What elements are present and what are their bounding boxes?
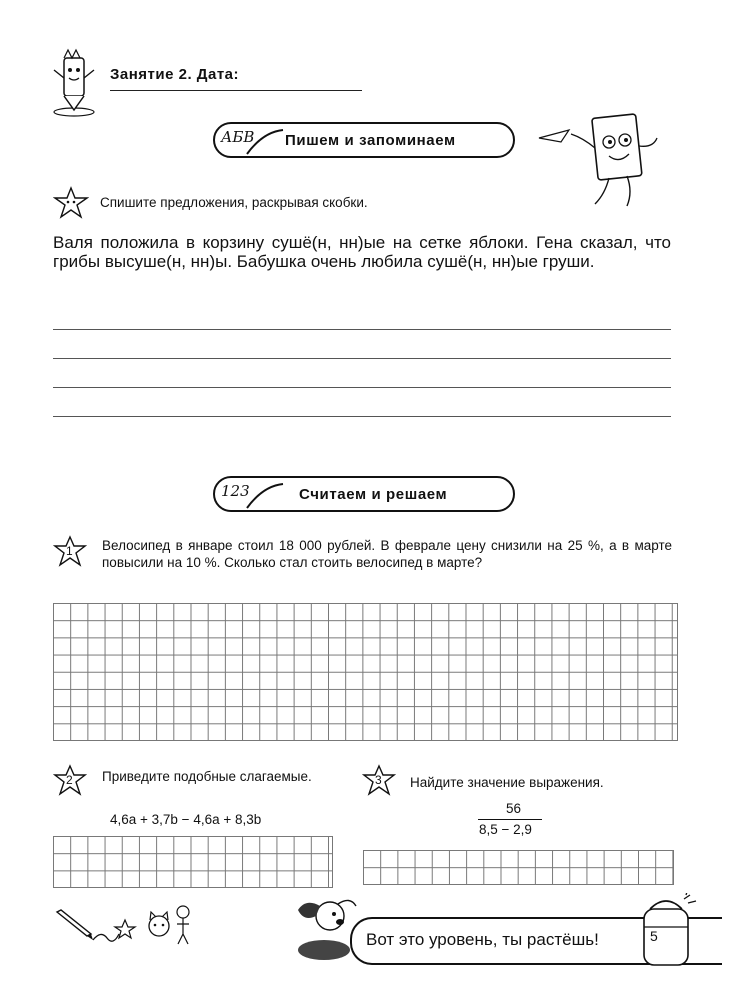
task2-expression: 4,6a + 3,7b − 4,6a + 8,3b: [110, 812, 262, 827]
task-number: 1: [66, 544, 73, 558]
date-line: [110, 90, 362, 91]
banner-letters: АБВ: [221, 128, 255, 146]
task-number: 3: [375, 773, 382, 787]
section-title: Считаем и решаем: [299, 486, 448, 503]
book-mascot-icon: [535, 108, 665, 213]
task-number: 2: [66, 773, 73, 787]
swoosh-icon: [245, 480, 285, 510]
answer-grid[interactable]: [363, 850, 674, 885]
section-banner-write: [213, 122, 515, 158]
writing-line: [53, 387, 671, 388]
page-number: 5: [650, 928, 658, 944]
section-title: Пишем и запоминаем: [285, 132, 456, 149]
pencil-mascot-icon: [50, 48, 98, 118]
answer-grid[interactable]: [53, 603, 678, 741]
task2-text: Приведите подобные слагаемые.: [102, 769, 312, 784]
lesson-title: Занятие 2. Дата:: [110, 66, 240, 83]
fraction-denominator: 8,5 − 2,9: [479, 822, 532, 837]
dog-icon: [290, 892, 360, 967]
fraction-bar: [478, 819, 542, 820]
banner-digits: 123: [221, 482, 250, 500]
backpack-icon: [636, 893, 698, 971]
section-banner-math: [213, 476, 515, 512]
pencil-doodle-icon: [53, 900, 193, 950]
motivational-text: Вот это уровень, ты растёшь!: [366, 930, 599, 949]
writing-line: [53, 358, 671, 359]
exercise-paragraph: Валя положила в корзину сушё(н, нн)ые на сетке яблоки. Гена сказал, что грибы высуше(н, нн)ы. Бабушка очень любила сушё(н, нн)ые груши.: [53, 233, 671, 271]
writing-line: [53, 329, 671, 330]
answer-grid[interactable]: [53, 836, 333, 888]
task1-text: Велосипед в январе стоил 18 000 рублей. В феврале цену снизили на 25 %, а в марте повысили на 10 %. Сколько стал стоить велосипед в марте?: [102, 538, 672, 570]
task-instruction: Спишите предложения, раскрывая скобки.: [100, 195, 368, 210]
fraction-numerator: 56: [506, 801, 522, 816]
swoosh-icon: [245, 126, 285, 156]
star-icon: [53, 186, 89, 220]
writing-line: [53, 416, 671, 417]
task3-text: Найдите значение выражения.: [410, 775, 604, 790]
